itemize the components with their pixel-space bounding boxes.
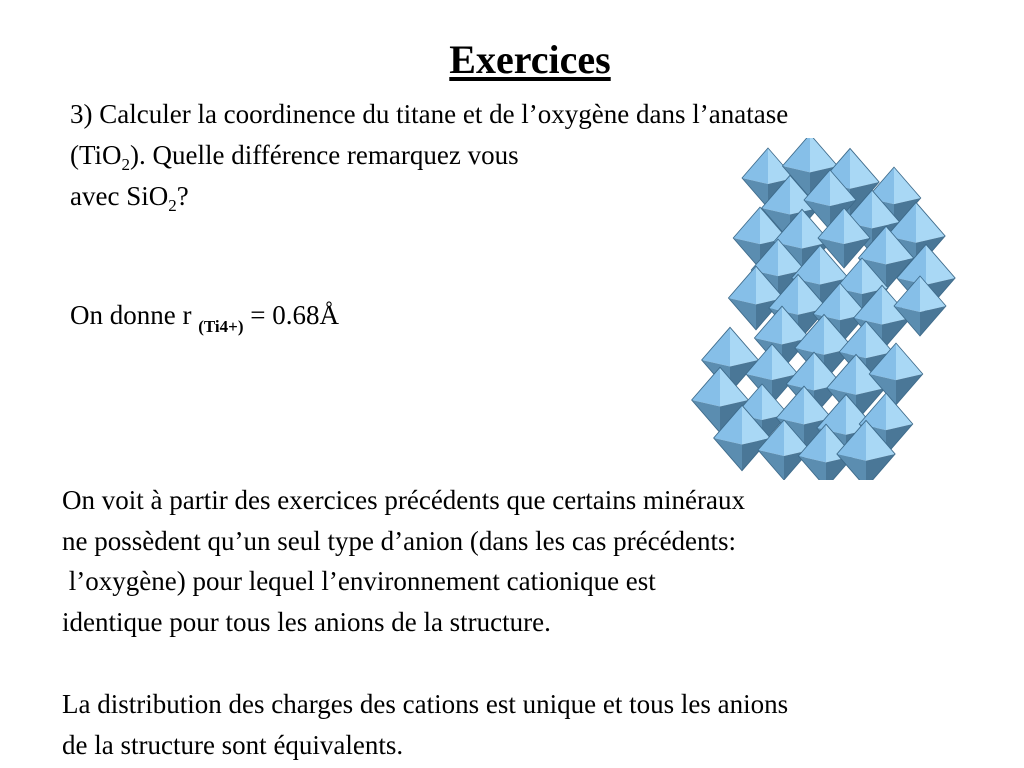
subscript: 2 (168, 196, 177, 215)
exercise-text: (TiO (70, 140, 122, 170)
subscript: 2 (121, 155, 131, 174)
given-subscript: (Ti4+) (198, 317, 244, 336)
given-prefix: On donne r (70, 300, 199, 330)
paragraph-charge-distribution (62, 684, 1002, 765)
exercise-text: avec SiO (70, 181, 169, 211)
exercise-text: ). Quelle différence remarquez vous (130, 140, 519, 170)
slide-title: Exercices (449, 37, 611, 82)
given-ionic-radius (70, 300, 339, 337)
anatase-octahedra-structure-icon (690, 138, 960, 480)
paragraph-line: identique pour tous les anions de la structure. (62, 606, 551, 637)
exercise-line-1: 3) Calculer la coordinence du titane et de l’oxygène dans l’anatase (70, 99, 789, 129)
paragraph-line: l’oxygène) pour lequel l’environnement cationique est (62, 566, 656, 596)
paragraph-line: La distribution des charges des cations est unique et tous les anions (62, 689, 789, 719)
paragraph-line: ne possèdent qu’un seul type d’anion (dans les cas précédents: (62, 525, 737, 556)
paragraph-line: On voit à partir des exercices précédents que certains minéraux (62, 485, 745, 515)
paragraph-line: de la structure sont équivalents. (62, 729, 404, 760)
exercise-text: ? (176, 181, 189, 211)
given-value: = 0.68Å (243, 300, 339, 330)
paragraph-anion-environment (62, 480, 1002, 642)
